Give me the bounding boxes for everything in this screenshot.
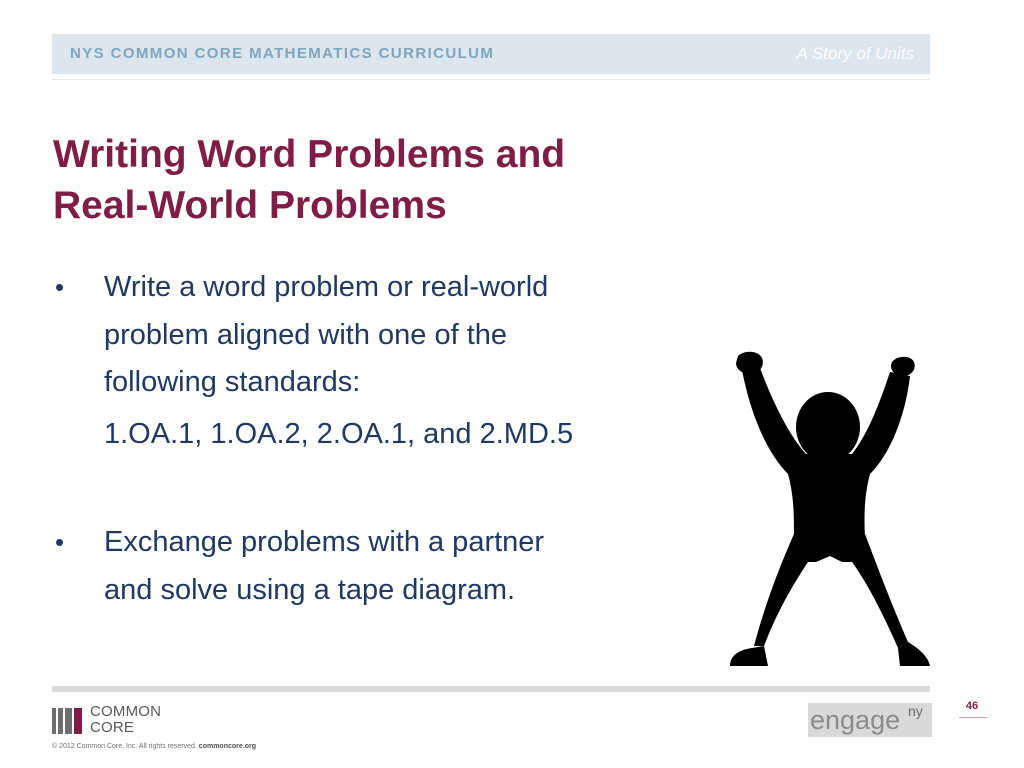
- bullet-item-write-problem: [53, 264, 703, 407]
- bullet-list: [53, 264, 703, 614]
- curriculum-header-bar: [52, 34, 930, 74]
- slide-title-line: Writing Word Problems and: [53, 133, 566, 176]
- curriculum-title: NYS COMMON CORE MATHEMATICS CURRICULUM: [70, 45, 495, 62]
- standards-list: 1.OA.1, 1.OA.2, 2.OA.1, and 2.MD.5: [104, 417, 574, 450]
- common-core-wordmark: [90, 704, 161, 736]
- engageny-logo: [808, 703, 932, 737]
- bullet-marker: •: [55, 527, 65, 557]
- engage-ny-superscript: ny: [908, 703, 923, 719]
- series-title: A Story of Units: [796, 44, 914, 63]
- page-number-underline: [959, 717, 987, 718]
- common-core-mark-icon: [52, 708, 82, 734]
- bullet-text-line: problem aligned with one of the: [104, 318, 508, 351]
- bullet-text-line: Write a word problem or real-world: [104, 271, 549, 303]
- page-number: 46: [965, 700, 979, 712]
- common-core-logo: [52, 705, 202, 737]
- slide-title-line: Real-World Problems: [53, 184, 447, 227]
- logo-line: CORE: [90, 719, 135, 736]
- bullet-text-line: Exchange problems with a partner: [104, 526, 545, 558]
- logo-line: COMMON: [90, 703, 162, 720]
- header-divider: [52, 79, 930, 80]
- copyright-site: commoncore.org: [198, 743, 256, 750]
- slide-title: [53, 129, 713, 231]
- bullet-text-line: and solve using a tape diagram.: [104, 573, 516, 606]
- engage-wordmark: engage: [810, 705, 901, 735]
- copyright-text: © 2012 Common Core, Inc. All rights reserved.: [52, 743, 197, 750]
- person-arms-raised-icon: [724, 348, 936, 670]
- bullet-text-line: following standards:: [104, 366, 361, 398]
- bullet-item-exchange-problems: [53, 519, 703, 614]
- footer-divider: [52, 686, 930, 692]
- copyright-notice: [52, 743, 256, 750]
- bullet-marker: •: [55, 272, 65, 302]
